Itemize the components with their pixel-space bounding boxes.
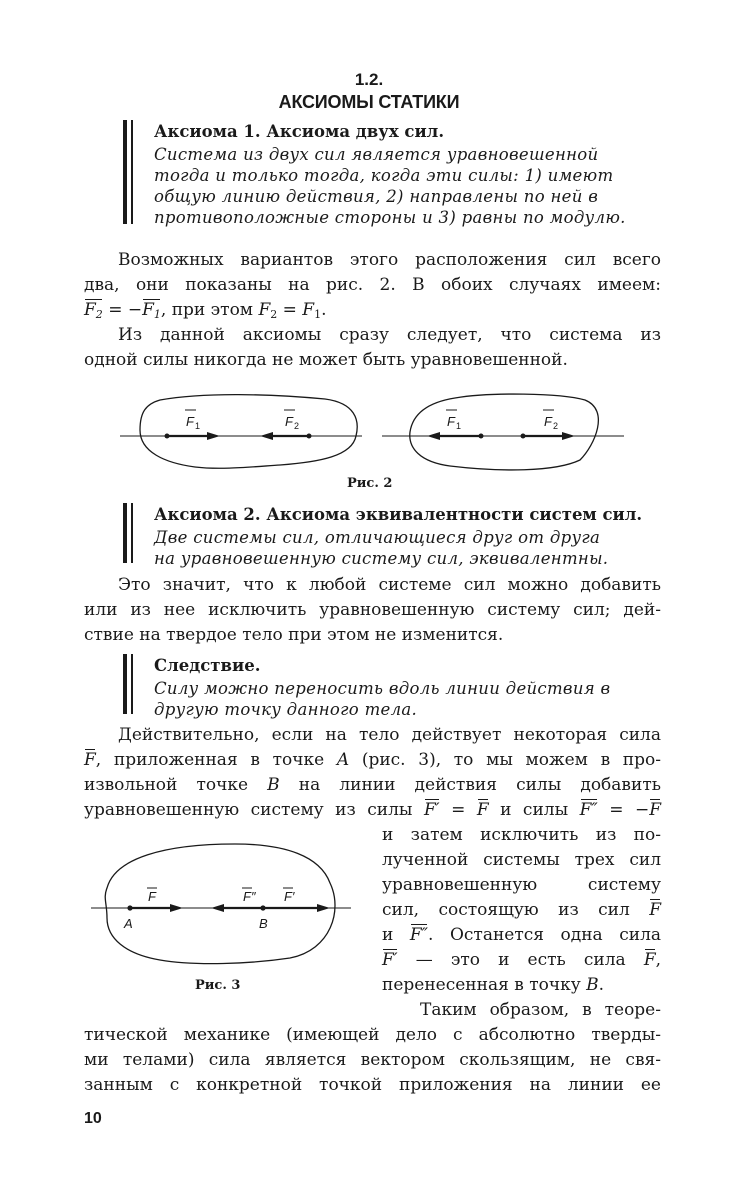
box-bar-thick — [123, 120, 127, 224]
para5-line: перенесенная в точку B. — [382, 975, 605, 995]
fig3-label-f: F — [148, 889, 156, 904]
fig3-caption: Рис. 3 — [195, 978, 241, 993]
axiom-2-heading: Аксиома 2. Аксиома эквивалентности систем сил. — [154, 505, 643, 524]
corollary-box — [123, 654, 662, 719]
fig2-body-left — [140, 395, 357, 469]
axiom-1-box — [123, 120, 662, 227]
axiom-1-line: общую линию действия, 2) направлены по ней в — [154, 187, 599, 206]
para5-line: и затем исключить из по- — [382, 825, 661, 845]
para2-line: Из данной аксиомы сразу следует, что система из — [118, 325, 661, 345]
fig2-sub: 2 — [294, 421, 300, 431]
section-title: АКСИОМЫ СТАТИКИ — [278, 92, 460, 112]
figure-2 — [110, 390, 640, 474]
fig3-arrowhead — [211, 904, 224, 912]
corollary-line: другую точку данного тела. — [154, 700, 418, 719]
axiom-1-heading: Аксиома 1. Аксиома двух сил. — [154, 122, 445, 141]
axiom-1-line: Система из двух сил является уравновешенной — [154, 145, 599, 164]
para5-line: и F″. Останется одна сила — [382, 925, 662, 945]
para4-line: извольной точке B на линии действия силы добавить — [84, 775, 661, 795]
fig2-caption: Рис. 2 — [347, 476, 393, 491]
para6-line: ми телами) сила является вектором скользящим, не свя- — [84, 1050, 661, 1070]
axiom-2-line: Две системы сил, отличающиеся друг от друга — [154, 528, 601, 547]
corollary-line: Силу можно переносить вдоль линии действия в — [154, 679, 611, 698]
para5-line: лученной системы трех сил — [382, 850, 661, 870]
para4-line: F, приложенная в точке A (рис. 3), то мы можем в про- — [84, 750, 662, 770]
para1-formula-line: $F_2 = -F_1$, при этом $F_2 = F_1$. — [84, 298, 661, 327]
fig2-label-f1: F — [447, 414, 455, 429]
axiom-1-line: противоположные стороны и 3) равны по модулю. — [154, 208, 626, 227]
fig3-label-f-prime: F′ — [284, 889, 295, 904]
para2-line: одной силы никогда не может быть уравновешенной. — [84, 350, 568, 370]
fig2-sub: 2 — [553, 421, 559, 431]
fig2-arrowhead — [562, 432, 575, 440]
fig2-arrowhead — [260, 432, 273, 440]
fig2-sub: 1 — [456, 421, 462, 431]
fig2-label-f1: F — [186, 414, 194, 429]
axiom-2-line: на уравновешенную систему сил, эквивалентны. — [154, 549, 609, 568]
para5-line: уравновешенную систему — [382, 875, 661, 895]
para6-line: занным с конкретной точкой приложения на линии ее — [84, 1075, 661, 1095]
fig3-body — [105, 844, 335, 964]
para5-line: Таким образом, в теоре- — [420, 1000, 661, 1020]
para4-line: Действительно, если на тело действует некоторая сила — [118, 725, 661, 745]
box-bar-thin — [131, 120, 133, 224]
fig2-label-f2: F — [544, 414, 552, 429]
fig3-arrowhead — [317, 904, 330, 912]
fig2-label-f2: F — [285, 414, 293, 429]
page-number: 10 — [84, 1110, 102, 1127]
box-bar-thick — [123, 503, 127, 563]
para6-line: тической механике (имеющей дело с абсолютно тверды- — [84, 1025, 661, 1045]
fig2-arrowhead — [207, 432, 220, 440]
axiom-2-box — [123, 503, 662, 568]
fig3-label-f-dprime: F″ — [243, 889, 256, 904]
fig2-sub: 1 — [195, 421, 201, 431]
axiom-1-line: тогда и только тогда, когда эти силы: 1) имеют — [154, 166, 614, 185]
para3-line: ствие на твердое тело при этом не изменится. — [84, 625, 504, 645]
para5-line: F′ — это и есть сила F, — [382, 950, 662, 970]
box-bar-thin — [131, 654, 133, 714]
para3-line: Это значит, что к любой системе сил можно добавить — [118, 575, 661, 595]
fig2-arrowhead — [427, 432, 440, 440]
corollary-heading: Следствие. — [154, 656, 261, 675]
fig3-arrowhead — [170, 904, 183, 912]
para3-line: или из нее исключить уравновешенную систему сил; дей- — [84, 600, 661, 620]
para5-line: сил, состоящую из сил F — [382, 900, 661, 920]
figure-3 — [85, 838, 375, 968]
box-bar-thick — [123, 654, 127, 714]
fig3-label-a: A — [124, 916, 133, 931]
para4-line: уравновешенную систему из силы F′ = F и силы F″ = −F — [84, 800, 662, 820]
fig3-label-b: B — [259, 916, 268, 931]
para1-line: Возможных вариантов этого расположения сил всего — [118, 250, 661, 270]
section-number: 1.2. — [354, 70, 384, 89]
fig2-body-right — [410, 394, 599, 470]
para1-line: два, они показаны на рис. 2. В обоих случаях имеем: — [84, 275, 661, 295]
box-bar-thin — [131, 503, 133, 563]
